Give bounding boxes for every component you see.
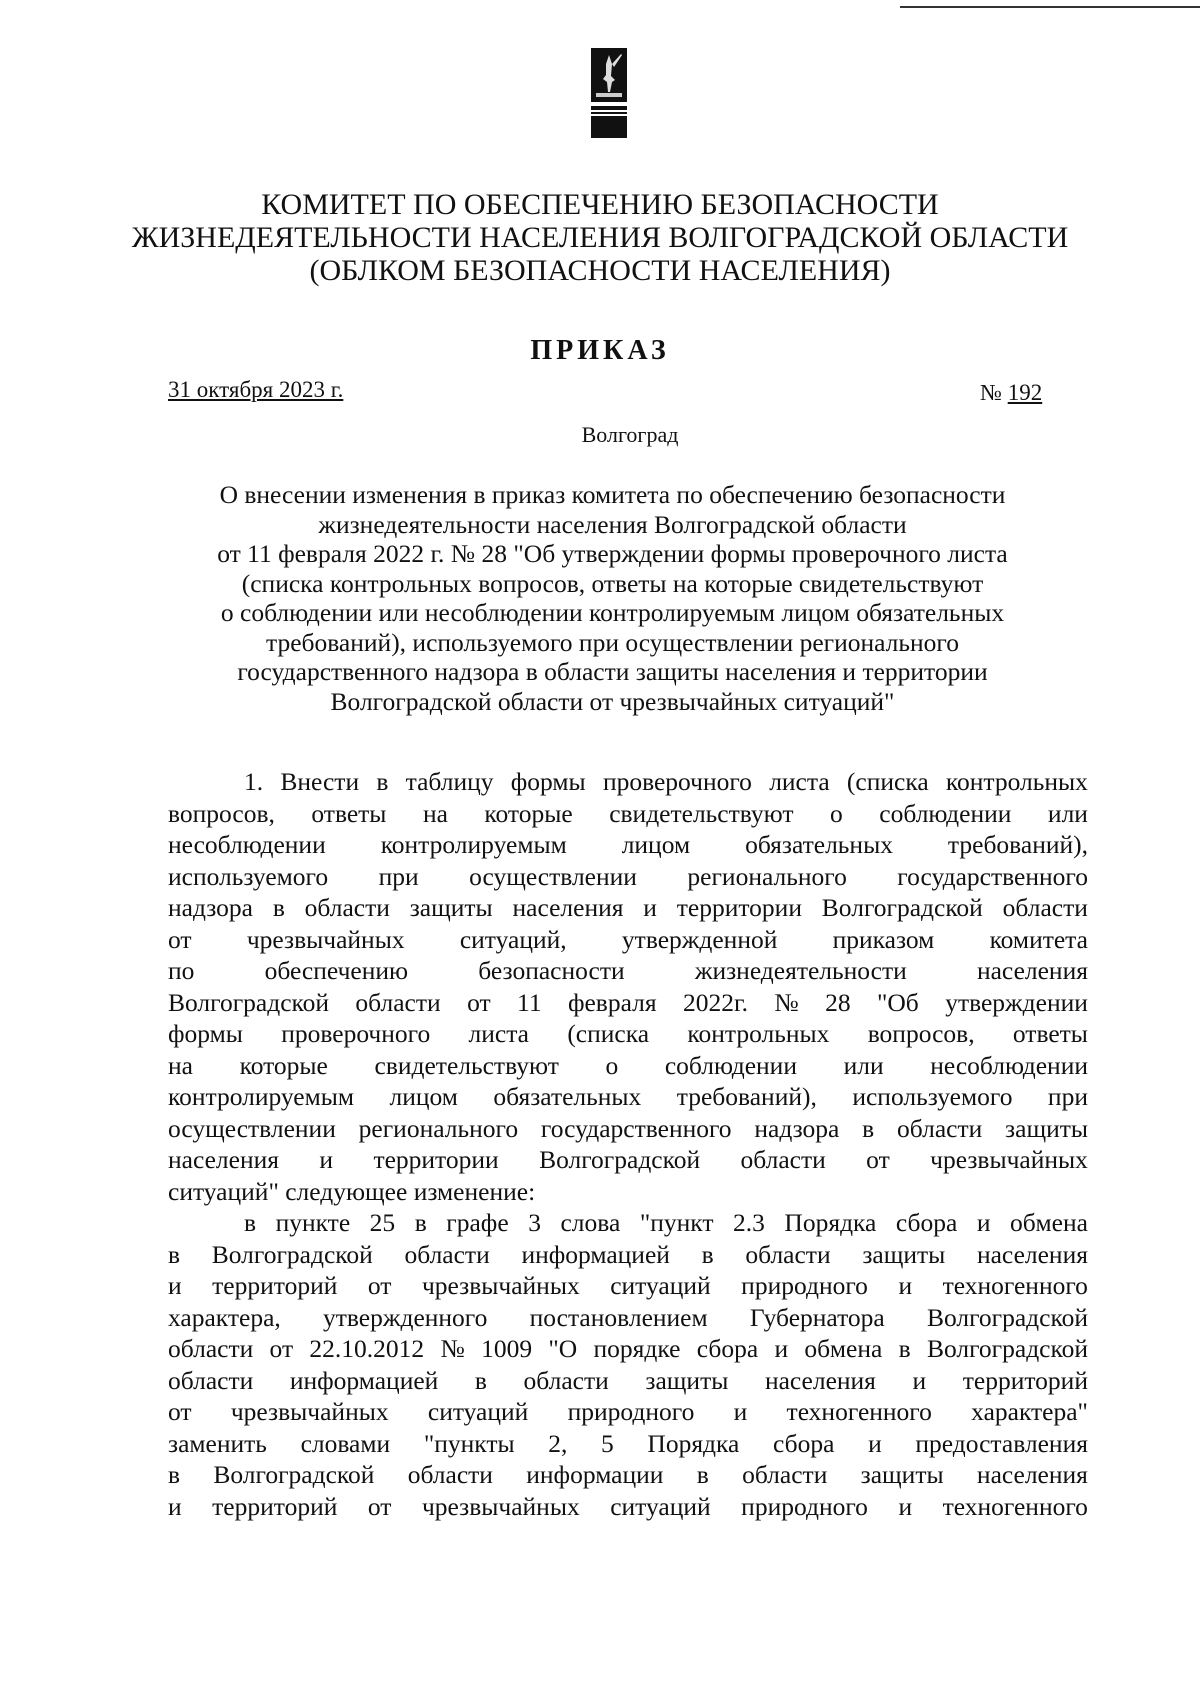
body-word: в	[244, 1208, 257, 1237]
body-word: о	[605, 1050, 619, 1080]
body-word: Порядка	[784, 1208, 877, 1237]
body-word: ответы	[1012, 1019, 1088, 1048]
body-word: контролируемым	[380, 830, 567, 859]
title-line: государственного надзора в области защиты населения и территории	[237, 657, 988, 686]
body-word: используемого	[852, 1082, 1013, 1111]
body-word: обмена	[804, 1334, 883, 1363]
body-word: Волгоградской	[926, 1302, 1088, 1332]
body-word: свидетельствуют	[374, 1050, 559, 1080]
body-word: обязательных	[745, 830, 893, 859]
body-word: и	[898, 1491, 913, 1521]
body-word: от	[168, 1397, 192, 1426]
body-word: и	[774, 1334, 789, 1363]
body-line	[168, 1050, 1088, 1082]
body-word: в	[376, 767, 389, 796]
body-word: 22.10.2012	[309, 1334, 425, 1363]
body-word: или	[1047, 798, 1088, 828]
body-word: которые	[484, 798, 573, 828]
body-word: регионального	[358, 1113, 519, 1143]
committee-line: (ОБЛКОМ БЕЗОПАСНОСТИ НАСЕЛЕНИЯ)	[309, 254, 891, 287]
body-word: территории	[676, 893, 802, 922]
body-word: защиты	[862, 1239, 946, 1269]
body-word: и	[898, 1271, 913, 1300]
body-word: чрезвычайных	[230, 1397, 389, 1426]
body-word: требований),	[676, 1082, 817, 1111]
body-word: в	[272, 893, 285, 922]
body-word: осуществлении	[168, 1113, 336, 1143]
body-word: Внести	[280, 767, 360, 796]
body-line	[168, 987, 1088, 1019]
body-word: 2,	[548, 1428, 568, 1458]
body-word: области	[740, 1145, 826, 1174]
body-word: обязательных	[493, 1082, 642, 1111]
body-word: чрезвычайных	[246, 924, 405, 954]
body-word: информации	[526, 1460, 664, 1489]
body-word: и	[733, 1397, 748, 1426]
body-word: вопросов,	[867, 1019, 975, 1048]
body-word: несоблюдении	[930, 1050, 1088, 1080]
body-word: чрезвычайных	[421, 1491, 580, 1521]
body-word: контролируемым	[168, 1082, 355, 1111]
body-word: 1009	[481, 1334, 533, 1363]
body-word: контрольных	[687, 1019, 830, 1048]
body-word: жизнедеятельности	[694, 956, 907, 985]
body-word: 11	[517, 987, 542, 1017]
body-word: "О	[548, 1334, 578, 1363]
body-word: формы	[510, 767, 586, 796]
body-word: о	[830, 798, 843, 828]
body-word: при	[1047, 1082, 1088, 1111]
body-word: требований),	[947, 830, 1088, 859]
body-word: безопасности	[478, 956, 625, 985]
body-word: регионального	[687, 861, 847, 891]
title-line: о соблюдении или несоблюдении контролируемым лицом обязательных	[220, 598, 1005, 627]
body-word: и	[868, 1428, 882, 1458]
body-line	[168, 1302, 1088, 1334]
body-word: и	[319, 1145, 334, 1174]
body-line	[168, 1333, 1088, 1365]
body-word: ответы	[311, 798, 387, 828]
body-word: изменение:	[413, 1176, 536, 1206]
body-word: словами	[300, 1428, 391, 1458]
body-line	[168, 1144, 1088, 1176]
body-word: графе	[446, 1208, 509, 1237]
body-word: "Об	[876, 987, 919, 1017]
body-word: защиты	[860, 1460, 944, 1489]
body-word: от	[467, 987, 491, 1017]
body-word: информацией	[521, 1239, 670, 1269]
body-line	[168, 1081, 1088, 1113]
body-word: формы	[168, 1019, 243, 1048]
body-word: которые	[239, 1050, 328, 1080]
body-word: в	[701, 1239, 714, 1269]
body-line	[168, 1459, 1088, 1491]
body-word: от	[269, 1334, 294, 1363]
body-word: в	[168, 1239, 181, 1269]
body-word: Губернатора	[749, 1302, 885, 1332]
body-word: ситуаций	[610, 1491, 711, 1521]
body-word: 5	[601, 1428, 614, 1458]
body-word: 2.3	[733, 1208, 765, 1237]
body-word: государственного	[897, 861, 1088, 891]
body-word: (списка	[567, 1019, 650, 1048]
body-word: природного	[567, 1397, 695, 1426]
body-word: и	[168, 1491, 182, 1521]
document-title	[150, 480, 1075, 716]
body-word: проверочного	[602, 767, 752, 796]
body-word: в	[168, 1460, 181, 1489]
title-line: О внесении изменения в приказ комитета по обеспечению безопасности	[219, 480, 1006, 509]
body-word: от	[168, 924, 192, 954]
body-word: 25	[369, 1208, 396, 1237]
body-word: характера,	[168, 1302, 281, 1332]
body-word: слова	[560, 1208, 621, 1237]
body-word: 28	[825, 987, 851, 1017]
body-word: и	[912, 1365, 927, 1395]
body-word: 3	[528, 1208, 541, 1237]
body-word: предоставления	[915, 1428, 1088, 1458]
body-word: области	[523, 1365, 609, 1395]
document-body	[168, 766, 1088, 1522]
body-word: защиты	[1005, 1113, 1088, 1143]
body-word: населения	[764, 1365, 876, 1395]
body-word: таблицу	[405, 767, 494, 796]
body-word: (списка	[846, 767, 929, 796]
body-word: ситуаций	[427, 1397, 529, 1426]
body-word: техногенного	[942, 1271, 1088, 1300]
body-word: области	[897, 1113, 983, 1143]
body-word: Волгоградской	[211, 1239, 373, 1269]
body-word: обмена	[1010, 1208, 1088, 1237]
body-word: Волгоградской	[926, 1334, 1088, 1363]
body-word: заменить	[168, 1428, 267, 1458]
body-word: Волгоградской	[821, 893, 983, 922]
body-word: февраля	[567, 987, 657, 1017]
document-number	[980, 380, 1042, 406]
body-word: соблюдении	[664, 1050, 797, 1080]
body-line	[168, 861, 1088, 893]
body-word: техногенного	[786, 1397, 932, 1426]
body-word: контрольных	[945, 767, 1088, 796]
body-word: от	[367, 1491, 392, 1521]
body-word: осуществлении	[469, 861, 637, 891]
body-word: №	[440, 1334, 465, 1363]
body-word: Волгоградской	[539, 1145, 701, 1174]
body-word: территорий	[212, 1491, 338, 1521]
body-line	[168, 829, 1088, 861]
body-line	[168, 1491, 1088, 1523]
title-line: (списка контрольных вопросов, ответы на которые свидетельствуют	[241, 568, 984, 598]
body-word: на	[422, 798, 448, 828]
body-line	[168, 924, 1088, 956]
body-word: надзора	[754, 1113, 840, 1143]
body-word: области	[355, 987, 441, 1017]
body-word: населения	[976, 956, 1088, 985]
body-word: порядке	[593, 1334, 681, 1363]
title-line: требований), используемого при осуществлении регионального	[265, 627, 960, 657]
body-word: №	[774, 987, 799, 1017]
body-word: на	[168, 1050, 193, 1080]
committee-line: КОМИТЕТ ПО ОБЕСПЕЧЕНИЮ БЕЗОПАСНОСТИ	[261, 188, 939, 221]
document-city: Волгоград	[581, 422, 679, 447]
body-line	[168, 1176, 1088, 1208]
body-word: от	[367, 1271, 392, 1300]
body-word: утверждении	[945, 987, 1088, 1017]
body-word: территорий	[962, 1365, 1088, 1395]
body-word: и	[643, 893, 657, 922]
body-word: 1.	[244, 767, 264, 796]
body-word: области	[407, 1460, 493, 1489]
body-word: ситуаций"	[168, 1176, 286, 1206]
body-word: территорий	[212, 1271, 338, 1300]
body-word: сбора	[773, 1428, 835, 1458]
number-prefix: №	[980, 380, 1002, 405]
body-word: листа	[769, 767, 830, 796]
number-value: 192	[1007, 380, 1043, 405]
body-word: в	[696, 1460, 709, 1489]
body-word: постановлением	[529, 1302, 708, 1332]
body-word: Волгоградской	[213, 1460, 375, 1489]
body-word: лицом	[621, 830, 691, 859]
body-word: утвержденного	[323, 1302, 488, 1332]
body-word: следующее	[285, 1176, 414, 1206]
body-line	[168, 1365, 1088, 1397]
title-line: жизнедеятельности населения Волгоградской области	[318, 509, 907, 539]
body-word: в	[898, 1334, 911, 1363]
body-word: листа	[468, 1019, 529, 1048]
body-word: комитета	[989, 924, 1088, 954]
body-word: приказом	[832, 924, 935, 954]
body-word: населения	[168, 1145, 279, 1174]
body-word: области	[404, 1239, 490, 1269]
body-word: при	[378, 861, 419, 891]
body-word: чрезвычайных	[930, 1145, 1088, 1174]
body-word: и	[976, 1208, 991, 1237]
body-word: в	[414, 1208, 427, 1237]
body-word: или	[843, 1050, 884, 1080]
body-word: государственного	[540, 1113, 732, 1143]
body-word: природного	[741, 1271, 868, 1300]
committee-name	[120, 188, 1080, 287]
body-word: информацией	[289, 1365, 439, 1395]
body-word: природного	[741, 1491, 868, 1521]
body-word: населения	[976, 1239, 1088, 1269]
body-word: проверочного	[281, 1019, 431, 1048]
body-word: ситуаций,	[459, 924, 567, 954]
body-word: территории	[373, 1145, 499, 1174]
body-word: населения	[512, 893, 624, 922]
body-line	[168, 798, 1088, 830]
body-word: "пункты	[423, 1428, 515, 1458]
body-line	[168, 1113, 1088, 1145]
body-word: в	[474, 1365, 487, 1395]
body-word: используемого	[168, 861, 329, 891]
volgograd-emblem-icon	[588, 46, 630, 140]
body-word: области	[1002, 893, 1088, 922]
body-word: 2022г.	[683, 987, 748, 1017]
scan-edge-line	[900, 6, 1200, 8]
body-word: Порядка	[647, 1428, 740, 1458]
body-word: по	[168, 956, 195, 985]
body-word: надзора	[168, 893, 253, 922]
body-word: характера"	[971, 1397, 1088, 1426]
body-word: от	[866, 1145, 890, 1174]
body-line	[168, 1396, 1088, 1428]
body-word: ситуаций	[610, 1271, 711, 1300]
body-word: лицом	[389, 1082, 458, 1111]
body-word: техногенного	[942, 1491, 1088, 1521]
body-word: несоблюдении	[168, 830, 326, 859]
body-word: обеспечению	[264, 956, 409, 985]
body-line	[168, 892, 1088, 924]
body-word: пункте	[275, 1208, 351, 1237]
body-line	[168, 1239, 1088, 1271]
body-word: чрезвычайных	[421, 1271, 580, 1300]
body-line	[168, 955, 1088, 987]
body-word: сбора	[696, 1334, 759, 1363]
body-word: защиты	[409, 893, 493, 922]
body-word: соблюдении	[879, 798, 1012, 828]
body-line	[168, 1270, 1088, 1302]
body-word: свидетельствуют	[609, 798, 794, 828]
body-line	[168, 1428, 1088, 1460]
body-word: области	[745, 1239, 831, 1269]
body-line	[168, 1207, 1088, 1239]
body-word: "пункт	[639, 1208, 714, 1237]
committee-line: ЖИЗНЕДЕЯТЕЛЬНОСТИ НАСЕЛЕНИЯ ВОЛГОГРАДСКОЙ ОБЛАСТИ	[131, 221, 1069, 254]
body-word: сбора	[895, 1208, 958, 1237]
document-date: 31 октября 2023 г.	[168, 377, 344, 402]
document-type: ПРИКАЗ	[530, 335, 670, 366]
title-line: Волгоградской области от чрезвычайных ситуаций"	[330, 686, 895, 716]
body-word: населения	[976, 1460, 1088, 1489]
body-word: области	[168, 1365, 254, 1395]
body-line	[168, 1018, 1088, 1050]
body-word: и	[168, 1271, 182, 1300]
body-word: защиты	[645, 1365, 729, 1395]
body-word: утвержденной	[621, 924, 778, 954]
body-word: Волгоградской	[168, 987, 330, 1017]
title-line: от 11 февраля 2022 г. № 28 "Об утверждении формы проверочного листа	[217, 539, 1008, 568]
body-line	[168, 766, 1088, 798]
body-word: области	[168, 1334, 254, 1363]
body-word: вопросов,	[168, 798, 275, 828]
body-word: в	[862, 1113, 875, 1143]
body-word: области	[304, 893, 390, 922]
body-word: области	[742, 1460, 828, 1489]
